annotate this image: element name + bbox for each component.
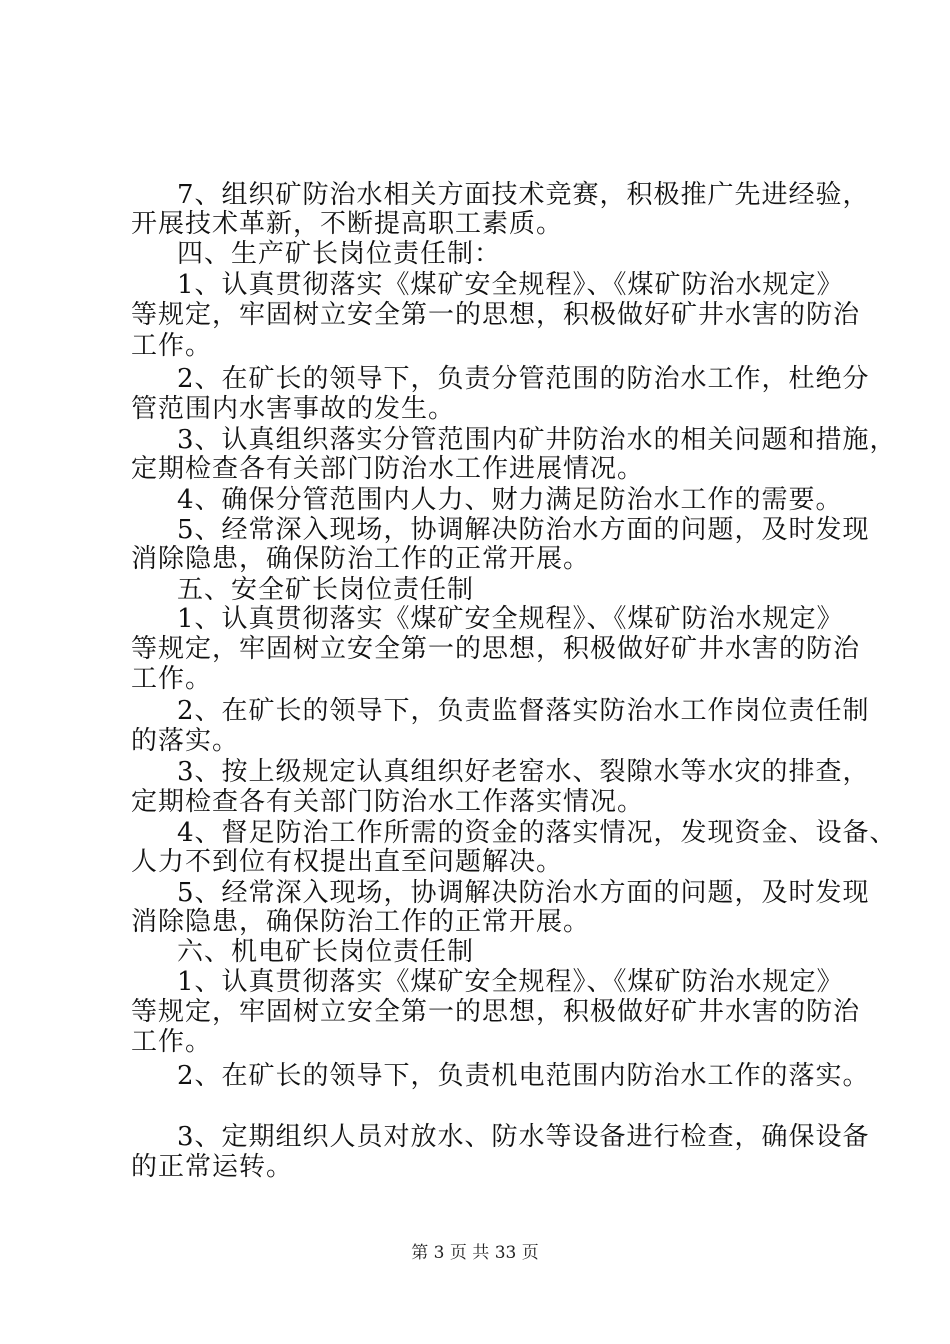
text-line: 等规定，牢固树立安全第一的思想，积极做好矿井水害的防治 bbox=[131, 300, 861, 330]
text-line: 的落实。 bbox=[131, 726, 240, 756]
section-heading: 四、生产矿长岗位责任制： bbox=[177, 239, 502, 269]
text-line: 开展技术革新，不断提高职工素质。 bbox=[131, 209, 564, 239]
text-line: 1、认真贯彻落实《煤矿安全规程》、《煤矿防治水规定》 bbox=[177, 270, 844, 300]
section-heading: 六、机电矿长岗位责任制 bbox=[177, 937, 475, 967]
text-line: 4、确保分管范围内人力、财力满足防治水工作的需要。 bbox=[177, 485, 843, 515]
text-line: 工作。 bbox=[131, 331, 213, 361]
text-line: 1、认真贯彻落实《煤矿安全规程》、《煤矿防治水规定》 bbox=[177, 967, 844, 997]
text-line: 消除隐患，确保防治工作的正常开展。 bbox=[131, 907, 591, 937]
text-line: 3、认真组织落实分管范围内矿井防治水的相关问题和措施， bbox=[177, 425, 897, 455]
text-line: 2、在矿长的领导下，负责机电范围内防治水工作的落实。 bbox=[177, 1061, 870, 1091]
text-line: 工作。 bbox=[131, 1027, 213, 1057]
text-line: 等规定，牢固树立安全第一的思想，积极做好矿井水害的防治 bbox=[131, 997, 861, 1027]
text-line: 工作。 bbox=[131, 664, 213, 694]
text-line: 等规定，牢固树立安全第一的思想，积极做好矿井水害的防治 bbox=[131, 634, 861, 664]
text-line: 5、经常深入现场，协调解决防治水方面的问题，及时发现 bbox=[177, 515, 870, 545]
text-line: 1、认真贯彻落实《煤矿安全规程》、《煤矿防治水规定》 bbox=[177, 604, 844, 634]
text-line: 5、经常深入现场，协调解决防治水方面的问题，及时发现 bbox=[177, 878, 870, 908]
text-line: 3、定期组织人员对放水、防水等设备进行检查，确保设备 bbox=[177, 1122, 870, 1152]
text-line: 7、组织矿防治水相关方面技术竞赛，积极推广先进经验， bbox=[177, 180, 870, 210]
text-line: 2、在矿长的领导下，负责监督落实防治水工作岗位责任制 bbox=[177, 696, 870, 726]
text-line: 2、在矿长的领导下，负责分管范围的防治水工作，杜绝分 bbox=[177, 364, 870, 394]
text-line: 定期检查各有关部门防治水工作进展情况。 bbox=[131, 454, 645, 484]
text-line: 人力不到位有权提出直至问题解决。 bbox=[131, 847, 564, 877]
section-heading: 五、安全矿长岗位责任制 bbox=[177, 575, 475, 605]
text-line: 3、按上级规定认真组织好老窑水、裂隙水等水灾的排查， bbox=[177, 757, 870, 787]
text-line: 的正常运转。 bbox=[131, 1152, 294, 1182]
text-line: 消除隐患，确保防治工作的正常开展。 bbox=[131, 544, 591, 574]
page-footer: 第 3 页 共 33 页 bbox=[411, 1243, 539, 1263]
text-line: 管范围内水害事故的发生。 bbox=[131, 394, 456, 424]
text-line: 定期检查各有关部门防治水工作落实情况。 bbox=[131, 787, 645, 817]
text-line: 4、督足防治工作所需的资金的落实情况，发现资金、设备、 bbox=[177, 818, 897, 848]
